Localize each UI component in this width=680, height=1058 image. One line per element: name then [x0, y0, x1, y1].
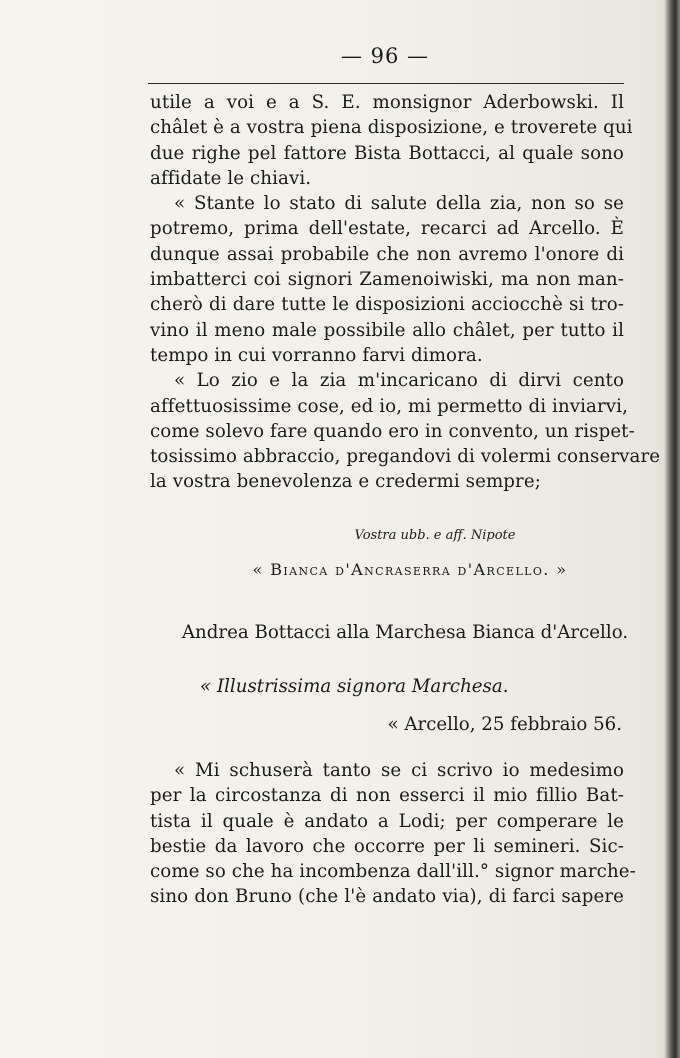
text-line: cherò di dare tutte le disposizioni acciocchè si tro- [150, 294, 624, 316]
text-line: tosissimo abbraccio, pregandovi di volermi conservare [150, 446, 661, 468]
text-line: affettuosissime cose, ed io, mi permetto di inviarvi, [150, 395, 628, 417]
page-binding-edge [664, 0, 680, 1058]
text-line: come solevo fare quando ero in convento, un rispet- [150, 420, 635, 442]
letter-signature [0, 560, 680, 579]
text-line: affidate le chiavi. [150, 167, 312, 189]
text-line: « Stante lo stato di salute della zia, non so se [174, 193, 624, 215]
signature-text: « Bianca d'Ancraserra d'Arcello. » [252, 560, 568, 579]
text-line: « Mi schuserà tanto se ci scrivo io medesimo [174, 760, 624, 781]
letter-body-bottom [150, 758, 636, 910]
letter-title [0, 622, 680, 643]
text-line: dunque assai probabile che non avremo l'onore di [150, 243, 624, 265]
text-line: bestie da lavoro che occorre per li semineri. Sic- [150, 835, 624, 857]
letter-place-date: « Arcello, 25 febbraio 56. [387, 714, 622, 735]
text-line: come so che ha incombenza dall'ill.° signor marche- [150, 861, 636, 883]
letter-title-text: Andrea Bottacci alla Marchesa Bianca d'Arcello. [181, 622, 629, 643]
text-line: vino il meno male possibile allo châlet, per tutto il [150, 319, 624, 341]
text-line: due righe pel fattore Bista Bottacci, al quale sono [150, 142, 624, 164]
text-line: tista il quale è andato a Lodi; per comperare le [150, 810, 624, 832]
signoff-text: Vostra ubb. e aff. Nipote [354, 528, 516, 543]
text-line: sino don Bruno (che l'è andato via), di farci sapere [150, 886, 624, 908]
letter-signoff [0, 528, 680, 543]
text-line: per la circostanza di non esserci il mio fillio Bat- [150, 785, 624, 807]
letter-body-top [150, 90, 661, 495]
header-rule [148, 83, 624, 84]
letter-salutation: « Illustrissima signora Marchesa. [200, 676, 509, 697]
text-line: utile a voi e a S. E. monsignor Aderbowski. Il [150, 92, 624, 113]
text-line: châlet è a vostra piena disposizione, e troverete qui [150, 117, 633, 139]
text-line: potremo, prima dell'estate, recarci ad Arcello. È [150, 218, 624, 240]
page-number: — 96 — [340, 44, 430, 68]
text-line: tempo in cui vorranno farvi dimora. [150, 344, 483, 366]
text-line: « Lo zio e la zia m'incaricano di dirvi cento [174, 370, 624, 392]
text-line: imbatterci coi signori Zamenoiwiski, ma non man- [150, 269, 624, 291]
text-line: la vostra benevolenza e credermi sempre; [150, 471, 541, 493]
page-header [0, 44, 680, 68]
